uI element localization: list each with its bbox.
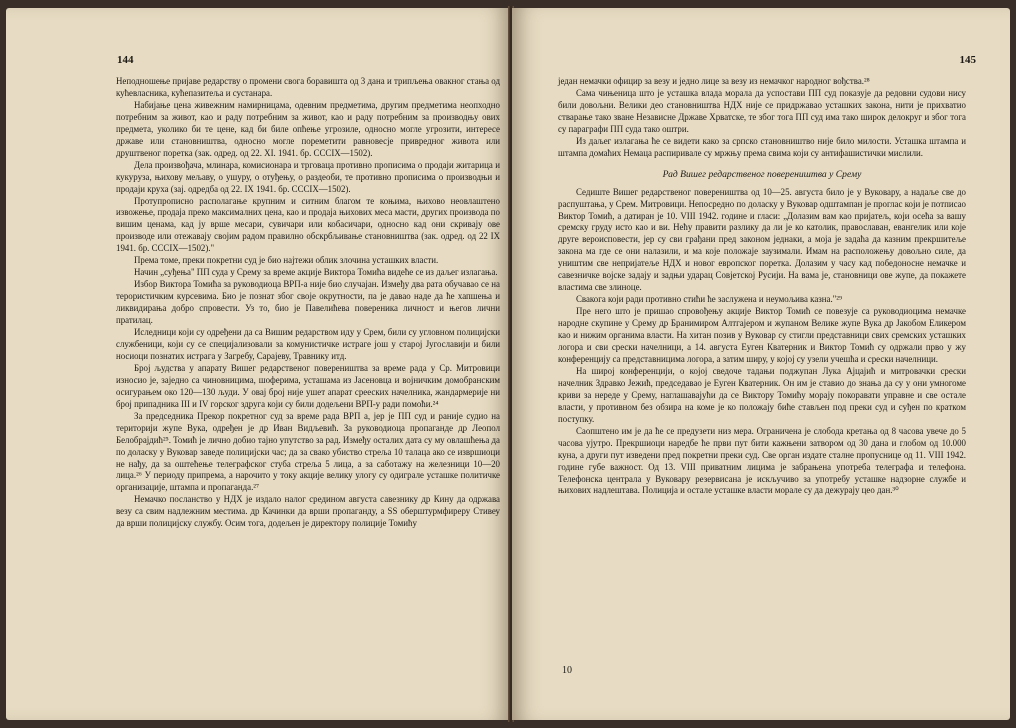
paragraph: Према томе, преки покретни суд је био најтежи облик злочина усташких власти. bbox=[134, 255, 439, 266]
signature-mark: 10 bbox=[562, 665, 572, 676]
paragraph: Иследници који су одређени да са Вишим редарством иду у Срем, били су угловном полицијски службеници, који су се специјализовали за комунистичке истраге још у старој Југославији и били носиоци познатих истрага у Загребу, Сарајеву, Травнику итд. bbox=[116, 327, 500, 361]
paragraph: Из даљег излагања ће се видети како за српско становништво није било милости. Усташка штампа и штампа домаћих Немаца распиривале су мржњу према свима који су антифашистички мислили. bbox=[558, 135, 966, 158]
paragraph: Број људства у апарату Вишег редарственог повереништва за време рада у Ср. Митровици износио је, заједно са чиновницима, шоферима, усташама из Јасеновца и војничким домобранским осигурањем око 120—130 људи. У овај број није ушет апарат срееских начелника, жандармерије ни број припадника III и IV горског здруга који су били додељени ВРП-у ради помоћи.²⁴ bbox=[116, 362, 500, 409]
paragraph: Начин „суђења" ПП суда у Срему за време акције Виктора Томића видеће се из даљег излагања. bbox=[134, 267, 498, 278]
section-heading: Рад Вишег редарственог повереништва у Срему bbox=[662, 168, 862, 180]
paragraph: један немачки официр за везу и једно лице за везу из немачког народног вођства.²⁸ bbox=[558, 76, 870, 86]
paragraph: Сама чињеница што је усташка влада морала да успостави ПП суд показује да редовни судови нису били довољни. Велики део становништва НДХ није се придржавао усташких закона, нити је прихватио стварање тако зване Независне Државе Хрватске, те због тога ПП суд има тако широк делокруг и због тога су параграфи ПП суда тако оштри. bbox=[558, 87, 966, 134]
paragraph: Дела произвођача, млинара, комисионара и трговаца противно прописима о продаји житарица и кукуруза, њихову мељаву, о ушуру, о отуђењу, о раздеоби, те противно прописима о производњи и продаји круха (зај. одредба од 22. IX 1941. бр. CCCIX—1502). bbox=[116, 159, 500, 194]
paragraph: За председника Прекор покретног суд за време рада ВРП а, јер је ПП суд и раније судио на територији жупе Вука, одређен је др Иван Видљевић. За руководиоца пропаганде др Леопол Белобрајдић²⁵. Томић је лично добио тајно упутство за рад. Између осталих дата су му овлашћења да по доласку у Вуковар заведе полицијски час; да за свако убиство стреља 10 талаца ако се извршиоци не нађу, да за оштећење телеграфског стуба стреља 5 лица, а за саботажу на железници 10—20 лица.²⁶ У периоду припрема, а нарочито у току акције велику улогу су одиграле усташке политичке организације, штампа и пропаганда.²⁷ bbox=[116, 410, 500, 493]
paragraph: Избор Виктора Томића за руководиоца ВРП-а није био случајан. Између два рата обучавао се на терористичким курсевима. Био је познат због своје окрутности, па је давао наде да ће хапшења и ликвидирања добро спровести. Уз то, био је Павелићева повереника личност и његов лични пратилац. bbox=[116, 279, 500, 326]
left-page-number: 144 bbox=[117, 54, 134, 66]
right-page-number: 145 bbox=[959, 54, 976, 66]
left-page bbox=[6, 8, 510, 720]
paragraph: На широј конференцији, о којој сведоче тадањи поджупан Лука Ајцајић и митровачки срески начелник Здравко Јежић, председавао је Еуген Кватерник. Он им је ставио до знања да су у они умногоме криви за нереде у Срему, наглашавајући да се Виктору Томићу морају покоравати управне и све остале власти, у противном без обзира на коме је ко положају биће стављен под преки суд и суђен по кратком поступку. bbox=[558, 365, 966, 424]
paragraph: Пре него што је пришао спровођењу акције Виктор Томић се повезује са руководиоцима немачке народне скупине у Срему др Бранимиром Алтгајером и жупаном Велике жупе Вука др Јакобом Еликером као и нижим органима власти. На хитан позив у Вуковар су стигли представници свих сремских усташких логора и сви срески начелници, а 14. августа Еуген Кватерник и Виктор Томић су одржали прво у жу конференцију са представницима логора, а затим ширу, у којој су узели учешћа и срески начелници. bbox=[558, 306, 966, 364]
right-page bbox=[512, 8, 1010, 720]
paragraph: Саопштено им је да ће се предузети низ мера. Ограничена је слобода кретања од 8 часова увече до 5 часова ујутро. Прекршиоци наредбе ће први пут бити кажњени затвором од 30 дана и глобом од 10.000 куна, а други пут изведени пред покретни преки суд. Све орган издате сталне пропуснице од 11. VIII 1942. године губе важност. Од 13. VIII приватним лицима је забрањена употреба телеграфа и телефона. Телефонска централа у Вуковару резервисана је искључиво за употребу усташке надзорне службе и њихових надлештава. Полиција и остале усташке власти морале су да дежурају цео дан.³⁰ bbox=[558, 425, 966, 496]
paragraph: Протупрописно располагање крупним и ситним благом те коњима, њихово неовлаштено извожење, продаја преко максималних цена, као и продаја њихових меса масти, других производа по вишим ценама, кад ју врше месари, сувичари или кобасичари, односно кад они скривају ове производе или отежавају својим радом правилно обскрбљивање становништва (зак. одред. од 22 IX 1941. бр. CCCIX—1502)." bbox=[116, 195, 500, 254]
left-page-body bbox=[116, 76, 500, 530]
paragraph: Свакога који ради противно стићи ће заслужена и неумољива казна."²⁹ bbox=[576, 294, 843, 305]
right-page-body bbox=[558, 76, 966, 497]
paragraph: Набијање цена живежним намирницама, одевним предметима, другим предметима неопходно потребним за живот, као и раду потребним за живот, као и раду потребним за производњу ових предмета, уколико би те цене, кад би биле опћење угрозиле, односно могле угрозити, интересе државе или становништва, односно могле пореметити равновесје привредног живота или друштвеног поретка (зак. одред. од 22. XI. 1941. бр. CCCIX—1502). bbox=[116, 99, 500, 158]
paragraph: Немачко посланство у НДХ је издало налог средином августа савезнику др Кину да одржава везу са свим надлежним местима. др Качинки да врши пропаганду, а SS оберштурмфиреру Стивеу да врши полицијску службу. Осим тога, додељен је директору полиције Томићу bbox=[116, 494, 500, 529]
paragraph: Неподношење пријаве редарству о промени свога боравишта од 3 дана и трипљења овакног стања од кућевласника, кућепазитеља и сустанара. bbox=[116, 76, 500, 98]
paragraph: Седиште Вишег редарственог повереништва од 10—25. августа било је у Вуковару, а надаље све до распуштања, у Срем. Митровици. Непосредно по доласку у Вуковар одштампан је проглас који је потписао Виктор Томић, а датиран је 10. VIII 1942. године и гласи: „Долазим вам као пријатељ, који осећа за вашу сремску груду исто као и ви. Нећу правити разлику да ли је ко католик, православан, евангелик или које друге вероисповести, јер су сви грађани пред законом једнаки, а моја је задаћа да казним прекршитеље закона ма где се они налазили, и ма које положаје заузимали. Имам на расположењу довољно силе, да уништим све непријатеље НДХ и новог европског поретка. Долазим у часу кад победоносне немачке и савезничке војске задају и задњи ударац Совјетској Русији. На вама је, становници ове жупе, да покажете властима све злиноце. bbox=[558, 186, 966, 293]
